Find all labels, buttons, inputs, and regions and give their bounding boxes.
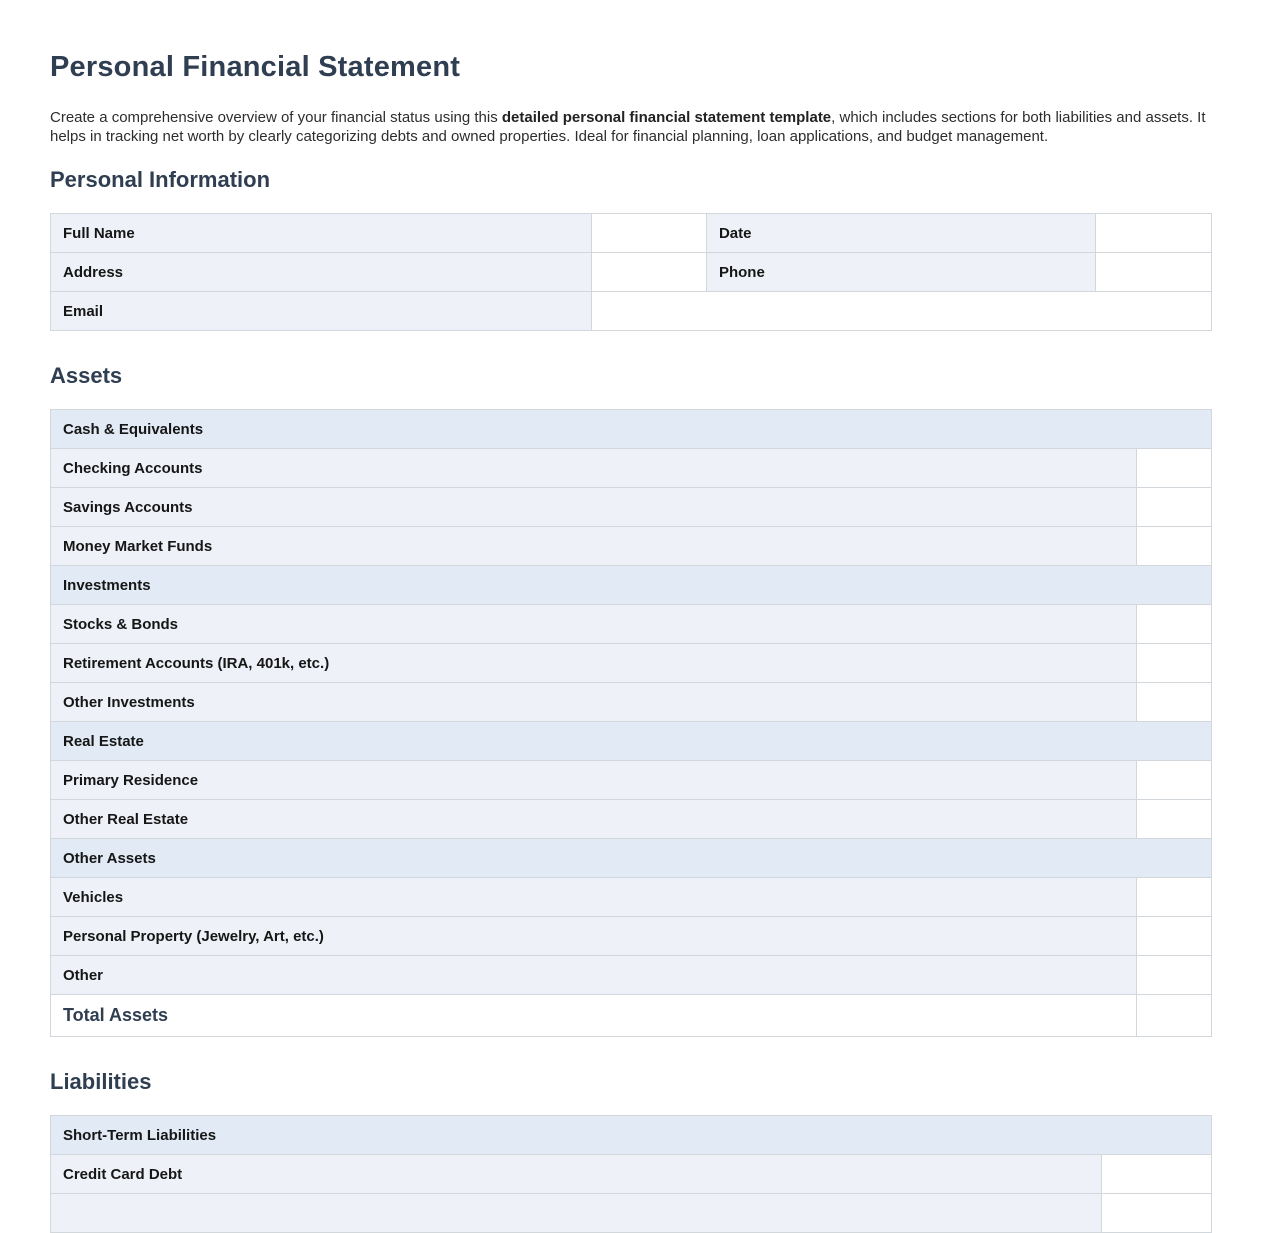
asset-item-row [51,449,1212,488]
asset-category-row [51,839,1212,878]
date-value [1095,214,1211,253]
asset-category-cash-equivalents: Cash & Equivalents [51,410,1212,449]
date-label: Date [706,214,1095,253]
asset-item-value-other-real-estate [1136,800,1211,839]
asset-item-value-money-market-funds [1136,527,1211,566]
liability-item-row-cutoff [51,1194,1212,1233]
section-heading-assets: Assets [50,363,123,388]
section-heading-liabilities: Liabilities [50,1069,152,1094]
asset-item-checking-accounts: Checking Accounts [51,449,1137,488]
asset-item-other-investments: Other Investments [51,683,1137,722]
liability-item-value-credit-card-debt [1101,1155,1211,1194]
page-title: Personal Financial Statement [50,51,461,83]
asset-item-savings-accounts: Savings Accounts [51,488,1137,527]
intro-text-after: , which includes sections for both liabilities and assets. It helps in tracking net worth by clearly categorizing debts and owned properties. Ideal for financial planning, loan applications, and budget management. [50,109,1206,145]
asset-item-row [51,761,1212,800]
asset-item-value-stocks-bonds [1136,605,1211,644]
asset-item-value-checking-accounts [1136,449,1211,488]
asset-item-other: Other [51,956,1137,995]
liability-item-cutoff-label [51,1194,1102,1233]
personal-information-table [50,213,1212,331]
email-value [592,292,1212,331]
asset-item-row [51,683,1212,722]
asset-category-real-estate: Real Estate [51,722,1212,761]
asset-item-value-other-investments [1136,683,1211,722]
liability-item-credit-card-debt: Credit Card Debt [51,1155,1102,1194]
asset-item-primary-residence: Primary Residence [51,761,1137,800]
asset-item-other-real-estate: Other Real Estate [51,800,1137,839]
asset-item-value-personal-property-jewelry-art-etc [1136,917,1211,956]
phone-value [1095,253,1211,292]
full-name-label: Full Name [51,214,592,253]
liabilities-table [50,1115,1212,1233]
personal-info-row [51,214,1212,253]
phone-label: Phone [706,253,1095,292]
asset-item-row [51,605,1212,644]
liability-item-cutoff-value [1101,1194,1211,1233]
personal-info-row [51,253,1212,292]
asset-item-vehicles: Vehicles [51,878,1137,917]
intro-text-bold: detailed personal financial statement template [501,109,832,126]
liability-item-row [51,1155,1212,1194]
total-assets-row [51,995,1212,1037]
asset-category-other-assets: Other Assets [51,839,1212,878]
asset-item-value-savings-accounts [1136,488,1211,527]
asset-item-value-other [1136,956,1211,995]
asset-item-stocks-bonds: Stocks & Bonds [51,605,1137,644]
asset-category-row [51,410,1212,449]
email-label: Email [51,292,592,331]
full-name-value [592,214,707,253]
asset-item-row [51,917,1212,956]
asset-item-value-vehicles [1136,878,1211,917]
asset-category-row [51,722,1212,761]
asset-item-personal-property-jewelry-art-etc: Personal Property (Jewelry, Art, etc.) [51,917,1137,956]
liability-category-row [51,1116,1212,1155]
asset-item-row [51,644,1212,683]
intro-paragraph [50,109,1212,146]
asset-item-retirement-accounts-ira-401k-etc: Retirement Accounts (IRA, 401k, etc.) [51,644,1137,683]
total-assets-label: Total Assets [51,995,1137,1037]
asset-category-investments: Investments [51,566,1212,605]
asset-item-value-retirement-accounts-ira-401k-etc [1136,644,1211,683]
address-value [592,253,707,292]
asset-item-row [51,878,1212,917]
address-label: Address [51,253,592,292]
asset-item-value-primary-residence [1136,761,1211,800]
total-assets-value [1136,995,1211,1037]
asset-item-money-market-funds: Money Market Funds [51,527,1137,566]
section-heading-personal-information: Personal Information [50,167,271,192]
asset-item-row [51,956,1212,995]
asset-item-row [51,527,1212,566]
asset-item-row [51,488,1212,527]
personal-info-row [51,292,1212,331]
asset-item-row [51,800,1212,839]
liability-category-short-term-liabilities: Short-Term Liabilities [51,1116,1212,1155]
assets-table [50,409,1212,1037]
intro-text-before: Create a comprehensive overview of your financial status using this [50,109,502,126]
asset-category-row [51,566,1212,605]
